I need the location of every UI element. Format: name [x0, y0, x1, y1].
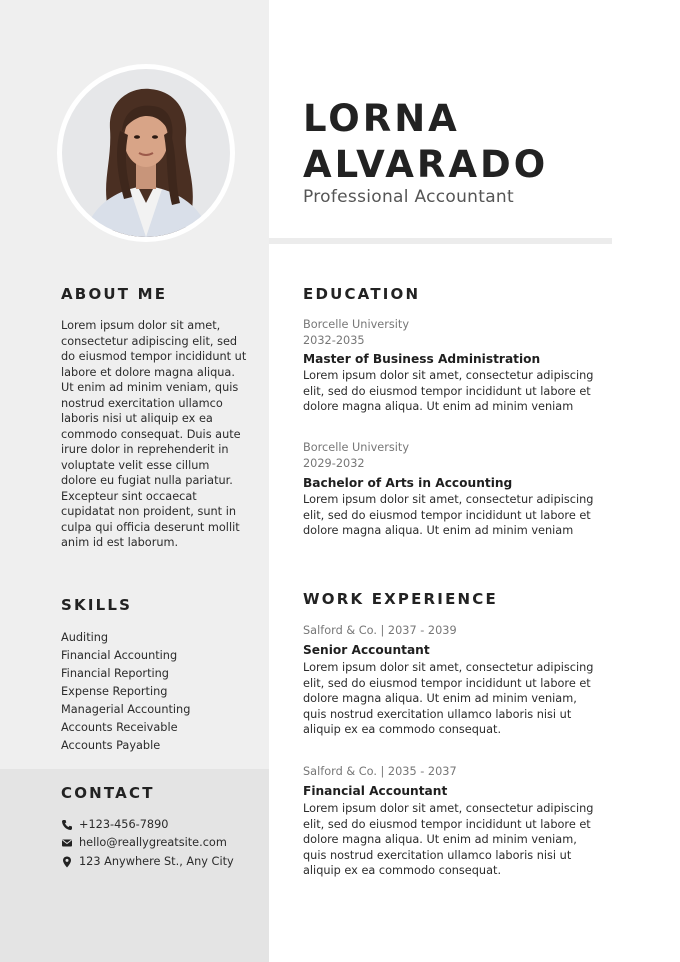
work-position: Senior Accountant — [303, 643, 430, 657]
skills-list — [61, 629, 190, 755]
address-text: 123 Anywhere St., Any City — [79, 855, 234, 868]
education-degree: Bachelor of Arts in Accounting — [303, 476, 513, 490]
first-name: LORNA — [303, 97, 460, 140]
location-pin-icon — [61, 856, 73, 868]
profile-photo-frame — [57, 64, 235, 242]
skills-heading: SKILLS — [61, 596, 133, 614]
skill-item: Financial Reporting — [61, 667, 169, 680]
work-position: Financial Accountant — [303, 784, 448, 798]
contact-email[interactable] — [61, 836, 227, 849]
education-school: Borcelle University — [303, 318, 410, 331]
education-description: Lorem ipsum dolor sit amet, consectetur adipiscing elit, sed do eiusmod tempor incididunt ut labore et dolore magna aliqua. Ut enim ad minim veniam — [303, 369, 594, 413]
skill-item: Managerial Accounting — [61, 703, 191, 716]
education-degree: Master of Business Administration — [303, 352, 541, 366]
phone-text: +123-456-7890 — [79, 818, 169, 831]
work-description: Lorem ipsum dolor sit amet, consectetur adipiscing elit, sed do eiusmod tempor incididunt ut labore et dolore magna aliqua. Ut enim ad minim veniam, quis nostrud exercitation ullamco laboris nisi ut aliquip ex ea commodo consequat. — [303, 661, 594, 736]
skill-item: Accounts Receivable — [61, 721, 178, 734]
job-title: Professional Accountant — [303, 187, 514, 207]
profile-photo — [62, 69, 230, 237]
email-text: hello@reallygreatsite.com — [79, 836, 227, 849]
education-description: Lorem ipsum dolor sit amet, consectetur adipiscing elit, sed do eiusmod tempor incididunt ut labore et dolore magna aliqua. Ut enim ad minim veniam — [303, 493, 594, 537]
contact-address — [61, 855, 234, 868]
education-heading: EDUCATION — [303, 285, 421, 303]
header-divider — [269, 238, 612, 244]
skill-item: Expense Reporting — [61, 685, 168, 698]
about-heading: ABOUT ME — [61, 285, 168, 303]
skill-item: Financial Accounting — [61, 649, 178, 662]
candidate-name — [303, 96, 548, 188]
education-school: Borcelle University — [303, 441, 410, 454]
contact-phone[interactable] — [61, 818, 169, 831]
skill-item: Auditing — [61, 631, 109, 644]
work-company-dates: Salford & Co. | 2035 - 2037 — [303, 765, 457, 778]
work-company-dates: Salford & Co. | 2037 - 2039 — [303, 624, 457, 637]
mail-icon — [61, 837, 73, 849]
phone-icon — [61, 819, 73, 831]
work-heading: WORK EXPERIENCE — [303, 590, 498, 608]
contact-heading: CONTACT — [61, 784, 155, 802]
about-text: Lorem ipsum dolor sit amet, consectetur adipiscing elit, sed do eiusmod tempor incididunt ut labore et dolore magna aliqua. Ut enim ad minim veniam, quis nostrud exercitation ullamco laboris nisi ut aliquip ex ea commodo consequat. Duis aute irure dolor in reprehenderit in voluptate velit esse cillum dolore eu fugiat nulla pariatur. Excepteur sint occaecat cupidatat non proident, sunt in culpa qui officia deserunt mollit anim id est laborum. — [61, 319, 247, 549]
education-years: 2029-2032 — [303, 457, 365, 470]
work-description: Lorem ipsum dolor sit amet, consectetur adipiscing elit, sed do eiusmod tempor incididunt ut labore et dolore magna aliqua. Ut enim ad minim veniam, quis nostrud exercitation ullamco laboris nisi ut aliquip ex ea commodo consequat. — [303, 802, 594, 877]
skill-item: Accounts Payable — [61, 739, 161, 752]
last-name: ALVARADO — [303, 143, 549, 186]
education-years: 2032-2035 — [303, 334, 365, 347]
